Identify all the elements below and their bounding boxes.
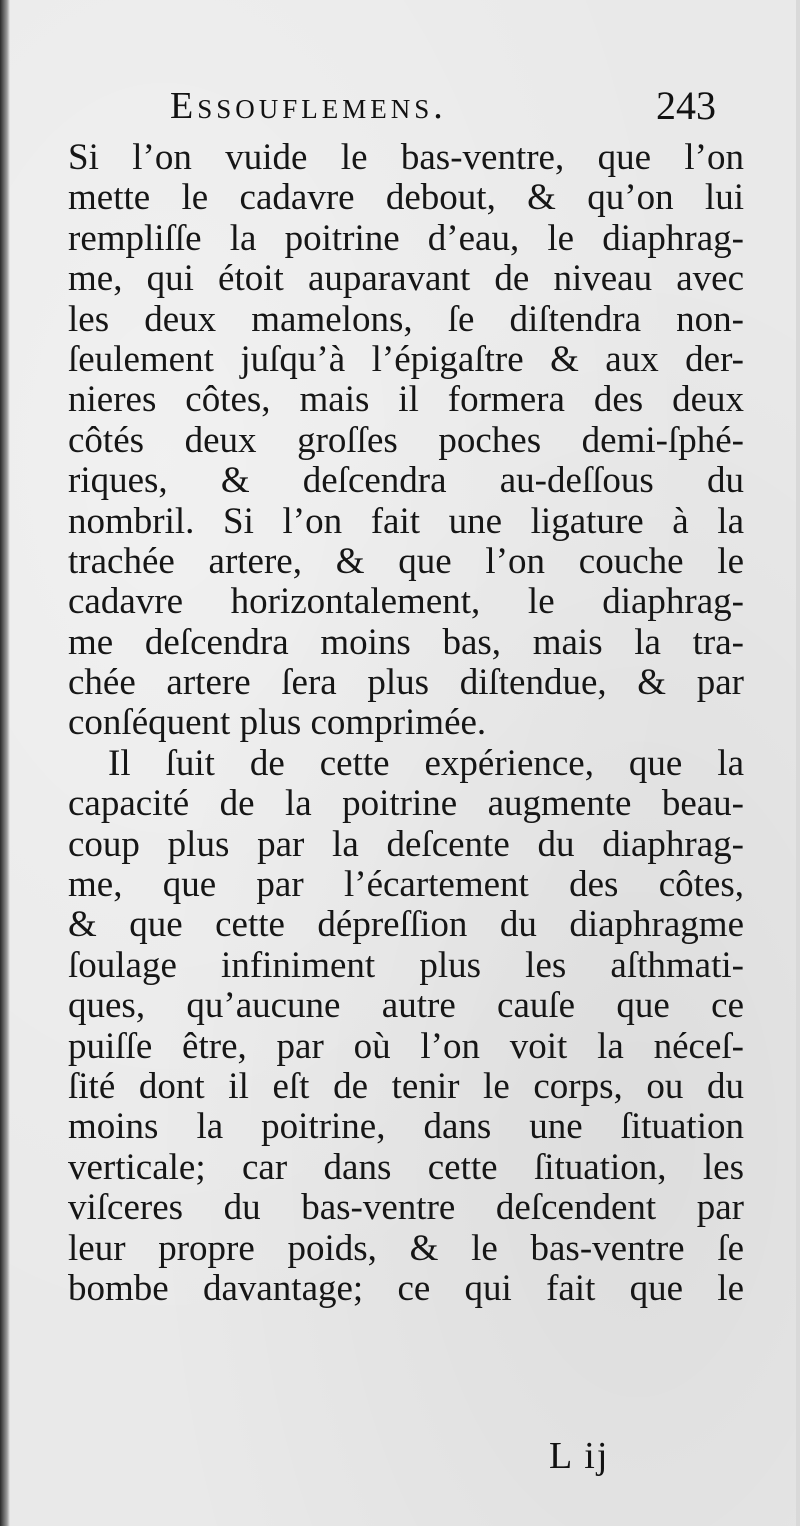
text-line: chée artere ſera plus diſtendue, & par [68,663,744,704]
text-line: capacité de la poitrine augmente beau- [68,784,744,825]
text-line: leur propre poids, & le bas-ventre ſe [68,1228,744,1269]
text-line: Si l’on vuide le bas-ventre, que l’on [68,138,744,178]
paragraph [68,744,744,1309]
text-line: ſeulement juſqu’à l’épigaſtre & aux der- [68,339,744,380]
text-line: Il ſuit de cette expérience, que la [108,743,744,784]
text-line: bombe davantage; ce qui fait que le [68,1268,744,1309]
paragraph [68,138,744,744]
text-line: les deux mamelons, ſe diſtendra non- [68,299,744,340]
text-line: trachée artere, & que l’on couche le [68,541,744,582]
text-line: rempliſſe la poitrine d’eau, le diaphrag- [68,218,744,259]
text-line: moins la poitrine, dans une ſituation [68,1107,744,1148]
text-line: me, qui étoit auparavant de niveau avec [68,259,744,300]
text-line: nombril. Si l’on fait une ligature à la [68,501,744,542]
body-text [68,138,744,1309]
text-line: puiſſe être, par où l’on voit la néceſ- [68,1026,744,1067]
text-line: ques, qu’aucune autre cauſe que ce [68,986,744,1027]
text-line: côtés deux groſſes poches demi-ſphé- [68,420,744,461]
text-line: mette le cadavre debout, & qu’on lui [68,178,744,219]
book-page [6,0,796,1526]
text-line: coup plus par la deſcente du diaphrag- [68,824,744,865]
text-line: me deſcendra moins bas, mais la tra- [68,622,744,663]
text-line: ſité dont il eſt de tenir le corps, ou du [68,1066,744,1107]
text-line: ſoulage infiniment plus les aſthmati- [68,945,744,986]
page-number: 243 [656,83,716,128]
text-line: & que cette dépreſſion du diaphragme [68,905,744,946]
text-line: verticale; car dans cette ſituation, les [68,1147,744,1188]
signature-mark: L ij [549,1435,610,1477]
text-line: viſceres du bas-ventre deſcendent par [68,1188,744,1229]
text-line: nieres côtes, mais il formera des deux [68,380,744,421]
text-line: riques, & deſcendra au-deſſous du [68,461,744,502]
text-line: cadavre horizontalement, le diaphrag- [68,582,744,623]
text-line: conſéquent plus comprimée. [68,703,487,744]
running-title: Essouflemens. [170,85,447,127]
running-head [6,80,796,132]
text-line: me, que par l’écartement des côtes, [68,865,744,906]
